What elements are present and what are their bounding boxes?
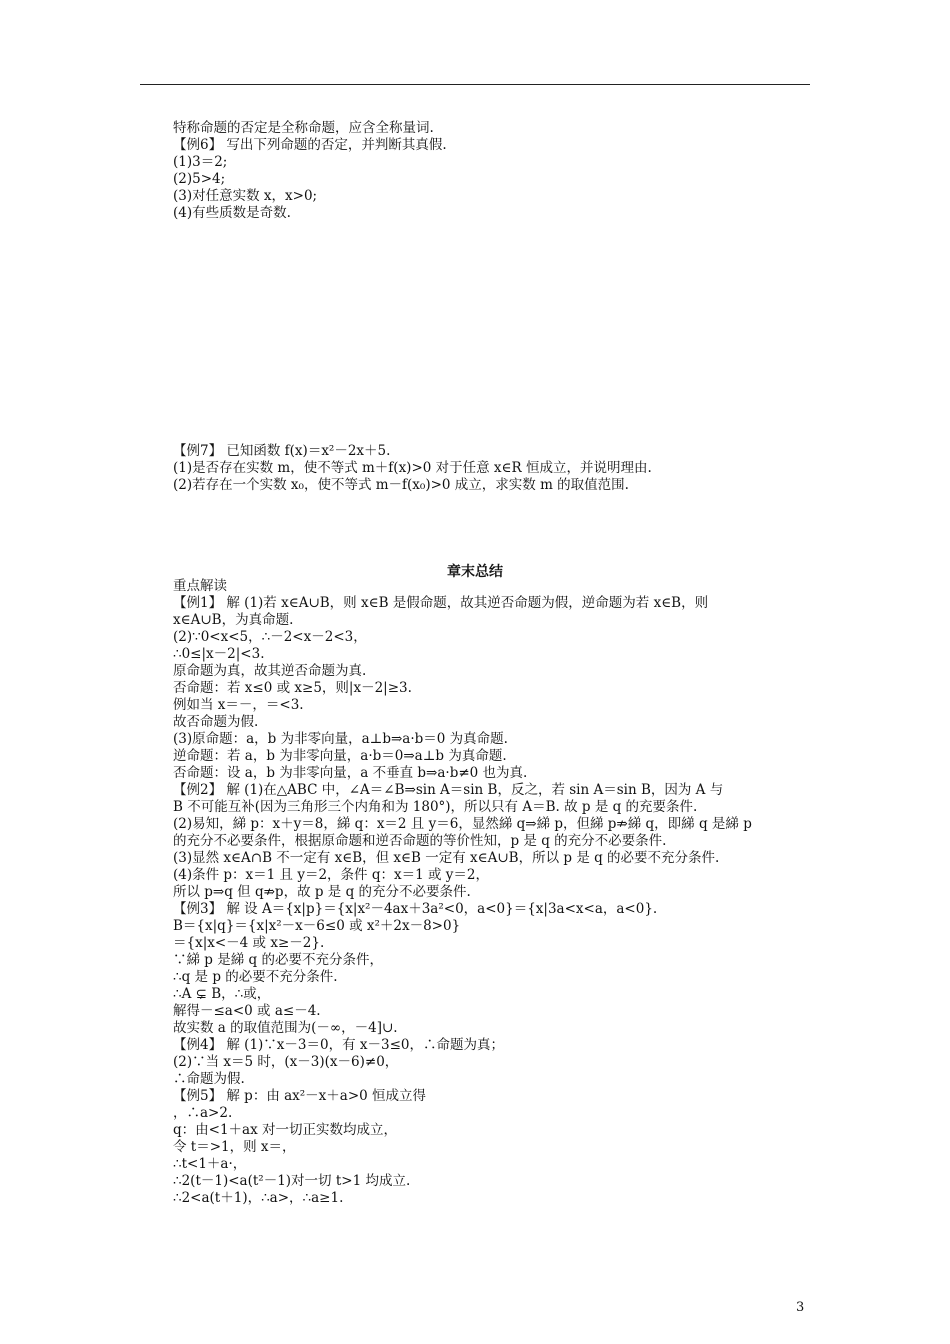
text-line: 令 t＝>1，则 x＝， (173, 1139, 296, 1155)
text-line: (2)∵0<x<5，∴－2<x－2<3， (173, 629, 367, 645)
text-line: (2)若存在一个实数 x₀，使不等式 m－f(x₀)>0 成立，求实数 m 的取值范围. (173, 477, 629, 493)
text-line: (4)条件 p：x＝1 且 y＝2，条件 q：x＝1 或 y＝2， (173, 867, 489, 883)
text-line: 重点解读 (173, 578, 227, 594)
text-line: B 不可能互补(因为三角形三个内角和为 180°)，所以只有 A＝B. 故 p 是 q 的充要条件. (173, 799, 698, 815)
text-line: 【例1】 解 (1)若 x∈A∪B，则 x∈B 是假命题，故其逆否命题为假，逆命题为若 x∈B，则 (173, 595, 709, 611)
text-line: B＝{x|q}＝{x|x²－x－6≤0 或 x²＋2x－8>0} (173, 918, 461, 934)
text-line: 所以 p⇒q 但 q⇏p，故 p 是 q 的充分不必要条件. (173, 884, 471, 900)
example7-block (173, 443, 813, 494)
text-line: (2)∵当 x＝5 时，(x－3)(x－6)≠0， (173, 1054, 399, 1070)
text-line: 否命题：若 x≤0 或 x≥5，则|x－2|≥3. (173, 680, 412, 696)
text-line: 故实数 a 的取值范围为(－∞，－4]∪. (173, 1020, 398, 1036)
text-line: 的充分不必要条件，根据原命题和逆否命题的等价性知，p 是 q 的充分不必要条件. (173, 833, 667, 849)
text-line: 【例2】 解 (1)在△ABC 中，∠A＝∠B⇒sin A＝sin B，反之，若 sin A＝sin B，因为 A 与 (173, 782, 724, 798)
text-line: ∴2<a(t＋1)，∴a>，∴a≥1. (173, 1190, 344, 1206)
text-line: 特称命题的否定是全称命题，应含全称量词. (173, 120, 434, 136)
text-line: ∴命题为假. (173, 1071, 245, 1087)
text-line: (2)易知，綈 p：x＋y＝8，綈 q：x＝2 且 y＝6，显然綈 q⇒綈 p，但綈 p⇏綈 q，即綈 q 是綈 p (173, 816, 752, 832)
text-line: 故否命题为假. (173, 714, 259, 730)
text-line: 【例6】 写出下列命题的否定，并判断其真假. (173, 137, 447, 153)
text-line: (1)3＝2; (173, 154, 228, 170)
text-line: q：由<1＋ax 对一切正实数均成立， (173, 1122, 397, 1138)
text-line: ∵綈 p 是綈 q 的必要不充分条件， (173, 952, 383, 968)
text-line: 【例3】 解 设 A＝{x|p}＝{x|x²－4ax＋3a²<0，a<0}＝{x|3a<x<a，a<0}. (173, 901, 658, 917)
text-line: 【例5】 解 p：由 ax²－x＋a>0 恒成立得 (173, 1088, 427, 1104)
summary-block (173, 578, 813, 1207)
text-line: ＝{x|x<－4 或 x≥－2}. (173, 935, 325, 951)
text-line: ∴q 是 p 的必要不充分条件. (173, 969, 338, 985)
text-line: (3)原命题：a，b 为非零向量，a⊥b⇒a·b＝0 为真命题. (173, 731, 508, 747)
text-line: 例如当 x＝－，＝<3. (173, 697, 304, 713)
text-line: ∴A ⊊ B，∴或， (173, 986, 271, 1002)
text-line: 逆命题：若 a，b 为非零向量，a·b＝0⇒a⊥b 为真命题. (173, 748, 507, 764)
text-line: ∴0≤|x－2|<3. (173, 646, 265, 662)
text-line: 【例7】 已知函数 f(x)＝x²－2x＋5. (173, 443, 391, 459)
text-line: (2)5>4; (173, 171, 226, 187)
section-title: 章末总结 (447, 564, 503, 580)
text-line: (3)对任意实数 x，x>0; (173, 188, 318, 204)
header-rule (140, 84, 810, 85)
text-line: ∴t<1＋a·， (173, 1156, 247, 1172)
text-line: 【例4】 解 (1)∵x－3＝0，有 x－3≤0，∴命题为真； (173, 1037, 504, 1053)
text-line: (1)是否存在实数 m，使不等式 m＋f(x)>0 对于任意 x∈R 恒成立，并说明理由. (173, 460, 652, 476)
text-line: (3)显然 x∈A∩B 不一定有 x∈B，但 x∈B 一定有 x∈A∪B，所以 p 是 q 的必要不充分条件. (173, 850, 720, 866)
text-line: 否命题：设 a，b 为非零向量，a 不垂直 b⇒a·b≠0 也为真. (173, 765, 528, 781)
text-line: (4)有些质数是奇数. (173, 205, 291, 221)
text-line: ∴2(t－1)<a(t²－1)对一切 t>1 均成立. (173, 1173, 411, 1189)
example6-block (173, 120, 813, 222)
text-line: ，∴a>2. (173, 1105, 233, 1121)
text-line: 解得－≤a<0 或 a≤－4. (173, 1003, 321, 1019)
text-line: 原命题为真，故其逆否命题为真. (173, 663, 367, 679)
text-line: x∈A∪B，为真命题. (173, 612, 294, 628)
page-number: 3 (796, 1300, 805, 1315)
